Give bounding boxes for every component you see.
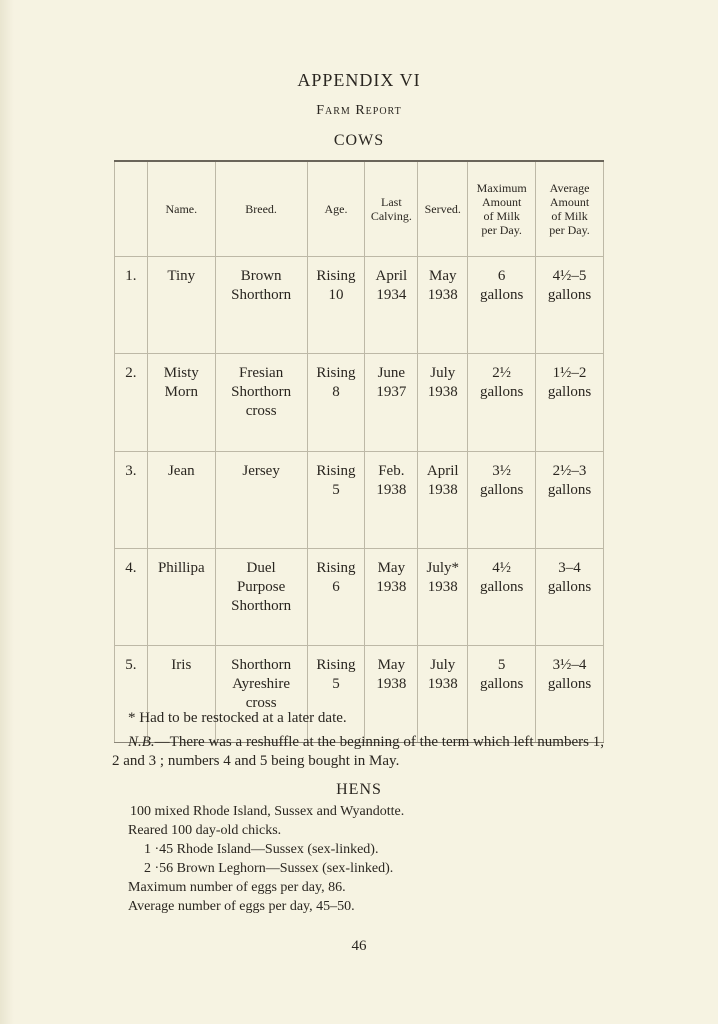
appendix-title: APPENDIX VI [297, 70, 421, 90]
cow-served: July* 1938 [418, 549, 468, 646]
column-header-avg-milk: Average Amount of Milk per Day. [536, 161, 604, 257]
cow-age: Rising 8 [307, 354, 365, 452]
cow-breed: Jersey [215, 452, 307, 549]
row-number: 2. [115, 354, 148, 452]
column-header-last-calving: Last Calving. [365, 161, 418, 257]
column-header-number [115, 161, 148, 257]
cow-avg-milk: 3–4 gallons [536, 549, 604, 646]
cow-last-calving: June 1937 [365, 354, 418, 452]
cow-served: July 1938 [418, 646, 468, 743]
hens-line: 100 mixed Rhode Island, Sussex and Wyandotte. [130, 804, 405, 819]
cow-avg-milk: 1½–2 gallons [536, 354, 604, 452]
cow-last-calving: Feb. 1938 [365, 452, 418, 549]
hens-line: 1 ·45 Rhode Island—Sussex (sex-linked). [144, 842, 379, 857]
table-row [115, 646, 604, 743]
column-header-age: Age. [307, 161, 365, 257]
cow-age: Rising 5 [307, 452, 365, 549]
cow-name: Iris [147, 646, 215, 743]
hens-line: Average number of eggs per day, 45–50. [128, 899, 355, 914]
hens-title: HENS [336, 781, 382, 798]
cow-name: Jean [147, 452, 215, 549]
table-row [115, 257, 604, 354]
cow-breed: Brown Shorthorn [215, 257, 307, 354]
table-header-row [115, 161, 604, 257]
column-header-breed: Breed. [215, 161, 307, 257]
hens-line: 2 ·56 Brown Leghorn—Sussex (sex-linked). [144, 861, 394, 876]
row-number: 3. [115, 452, 148, 549]
cow-name: Tiny [147, 257, 215, 354]
nb-text: —There was a reshuffle at the beginning of the term which left numbers 1, 2 and 3 ; numbers 4 and 5 being bought in May. [112, 734, 604, 769]
cow-avg-milk: 3½–4 gallons [536, 646, 604, 743]
hens-line: Maximum number of eggs per day, 86. [128, 880, 346, 895]
cow-name: Misty Morn [147, 354, 215, 452]
cow-last-calving: April 1934 [365, 257, 418, 354]
cow-max-milk: 5 gallons [468, 646, 536, 743]
cow-breed: Shorthorn Ayreshire cross [215, 646, 307, 743]
hens-line: Reared 100 day-old chicks. [128, 823, 282, 838]
cow-max-milk: 3½ gallons [468, 452, 536, 549]
cow-name: Phillipa [147, 549, 215, 646]
cow-served: July 1938 [418, 354, 468, 452]
table-row [115, 549, 604, 646]
table-row [115, 452, 604, 549]
column-header-served: Served. [418, 161, 468, 257]
cow-age: Rising 10 [307, 257, 365, 354]
row-number: 5. [115, 646, 148, 743]
nb-paragraph [112, 733, 604, 771]
cows-table [114, 160, 604, 743]
page-edge [0, 0, 14, 1024]
restock-footnote: * Had to be restocked at a later date. [128, 710, 347, 726]
cow-breed: Fresian Shorthorn cross [215, 354, 307, 452]
table-row [115, 354, 604, 452]
cow-last-calving: May 1938 [365, 549, 418, 646]
cows-title: COWS [333, 132, 385, 149]
cow-served: April 1938 [418, 452, 468, 549]
cow-breed: Duel Purpose Shorthorn [215, 549, 307, 646]
report-title: Farm Report [316, 103, 402, 118]
cow-last-calving: May 1938 [365, 646, 418, 743]
cow-max-milk: 4½ gallons [468, 549, 536, 646]
row-number: 4. [115, 549, 148, 646]
cow-served: May 1938 [418, 257, 468, 354]
cow-max-milk: 2½ gallons [468, 354, 536, 452]
cow-avg-milk: 2½–3 gallons [536, 452, 604, 549]
column-header-max-milk: Maximum Amount of Milk per Day. [468, 161, 536, 257]
cow-age: Rising 5 [307, 646, 365, 743]
cow-avg-milk: 4½–5 gallons [536, 257, 604, 354]
cow-max-milk: 6 gallons [468, 257, 536, 354]
page-number: 46 [351, 938, 367, 954]
cow-age: Rising 6 [307, 549, 365, 646]
nb-label: N.B. [128, 734, 155, 750]
column-header-name: Name. [147, 161, 215, 257]
row-number: 1. [115, 257, 148, 354]
